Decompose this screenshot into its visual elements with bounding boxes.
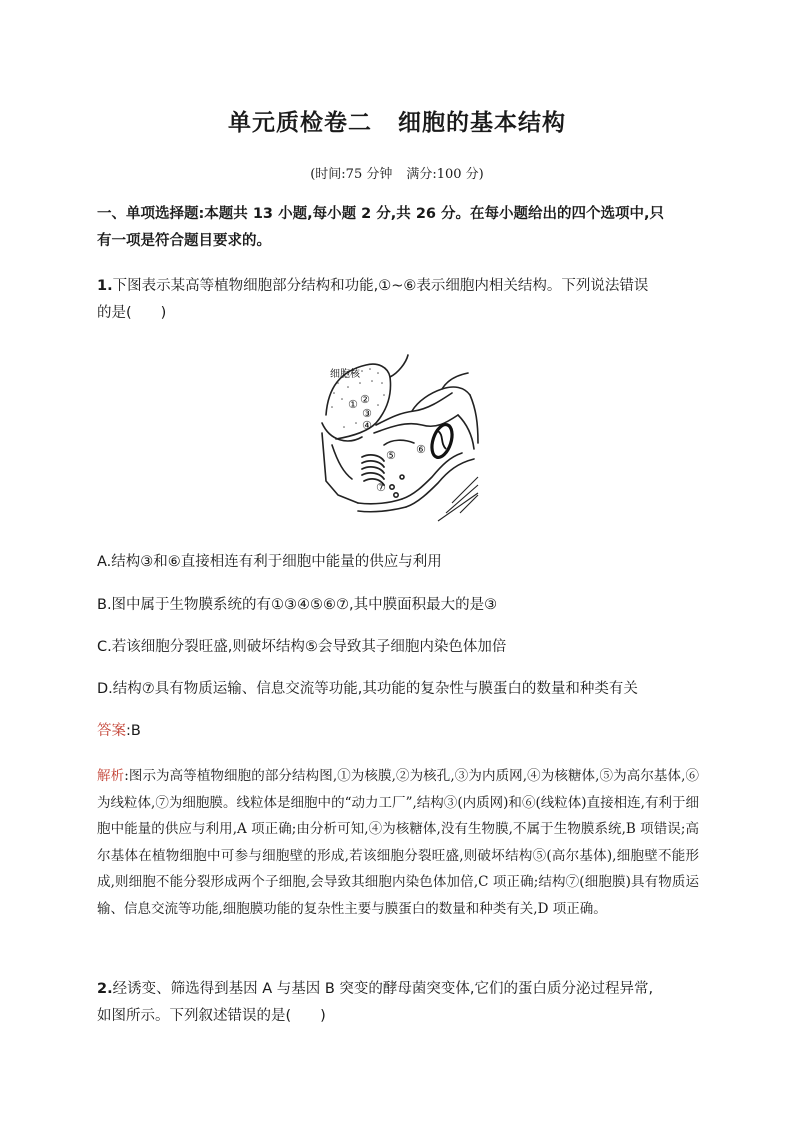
label-7: ⑦ [376, 481, 386, 494]
exam-info [0, 163, 794, 182]
section-heading [97, 201, 707, 255]
question-1-stem [97, 273, 707, 327]
label-1: ① [348, 398, 358, 411]
label-2: ② [360, 393, 370, 406]
answer [97, 719, 141, 740]
nucleus-label: 细胞核 [330, 369, 360, 380]
question-1-stem-line2: 的是( ) [97, 305, 167, 321]
exam-time: (时间:75 分钟 [310, 167, 393, 182]
answer-label: 答案 [97, 723, 126, 739]
exam-score: 满分:100 分) [406, 167, 484, 182]
question-1-stem-line1: 下图表示某高等植物细胞部分结构和功能,①~⑥表示细胞内相关结构。下列说法错误 [112, 278, 649, 294]
question-2-stem-line2: 如图所示。下列叙述错误的是( ) [97, 1008, 326, 1024]
answer-value: :B [126, 723, 141, 739]
label-3: ③ [362, 407, 372, 420]
label-4: ④ [362, 419, 372, 432]
title-part1: 单元质检卷二 [228, 110, 372, 136]
analysis-label: 解析 [97, 768, 125, 784]
option-a: A.结构③和⑥直接相连有利于细胞中能量的供应与利用 [97, 554, 442, 570]
analysis [97, 763, 699, 922]
section-heading-line2: 有一项是符合题目要求的。 [97, 233, 271, 249]
question-2-number: 2. [97, 981, 113, 997]
cell-structure-diagram [318, 353, 480, 525]
analysis-text: :图示为高等植物细胞的部分结构图,①为核膜,②为核孔,③为内质网,④为核糖体,⑤为高尔基体,⑥为线粒体,⑦为细胞膜。线粒体是细胞中的“动力工厂”,结构③(内质网)和⑥(线粒体)直接相连,有利于细胞中能量的供应与利用,A 项正确;由分析可知,④为核糖体,没有生物膜,不属于生物膜系统,B 项错误;高尔基体在植物细胞中可参与细胞壁的形成,若该细胞分裂旺盛,则破坏结构⑤(高尔基体),细胞壁不能形成,则细胞不能分裂形成两个子细胞,会导致其细胞内染色体加倍,C 项正确;结构⑦(细胞膜)具有物质运输、信息交流等功能,细胞膜功能的复杂性主要与膜蛋白的数量和种类有关,D 项正确。 [97, 768, 700, 917]
title-part2: 细胞的基本结构 [398, 110, 566, 136]
label-6: ⑥ [416, 443, 426, 456]
question-1-number: 1. [97, 278, 113, 294]
section-heading-line1: 一、单项选择题:本题共 13 小题,每小题 2 分,共 26 分。在每小题给出的四个选项中,只 [97, 206, 665, 222]
option-d: D.结构⑦具有物质运输、信息交流等功能,其功能的复杂性与膜蛋白的数量和种类有关 [97, 681, 638, 697]
option-c: C.若该细胞分裂旺盛,则破坏结构⑤会导致其子细胞内染色体加倍 [97, 639, 507, 655]
question-2-stem-line1: 经诱变、筛选得到基因 A 与基因 B 突变的酵母菌突变体,它们的蛋白质分泌过程异常, [112, 981, 654, 997]
page-title [0, 104, 794, 137]
label-5: ⑤ [386, 449, 396, 462]
question-2-stem [97, 976, 707, 1030]
option-b: B.图中属于生物膜系统的有①③④⑤⑥⑦,其中膜面积最大的是③ [97, 597, 498, 613]
